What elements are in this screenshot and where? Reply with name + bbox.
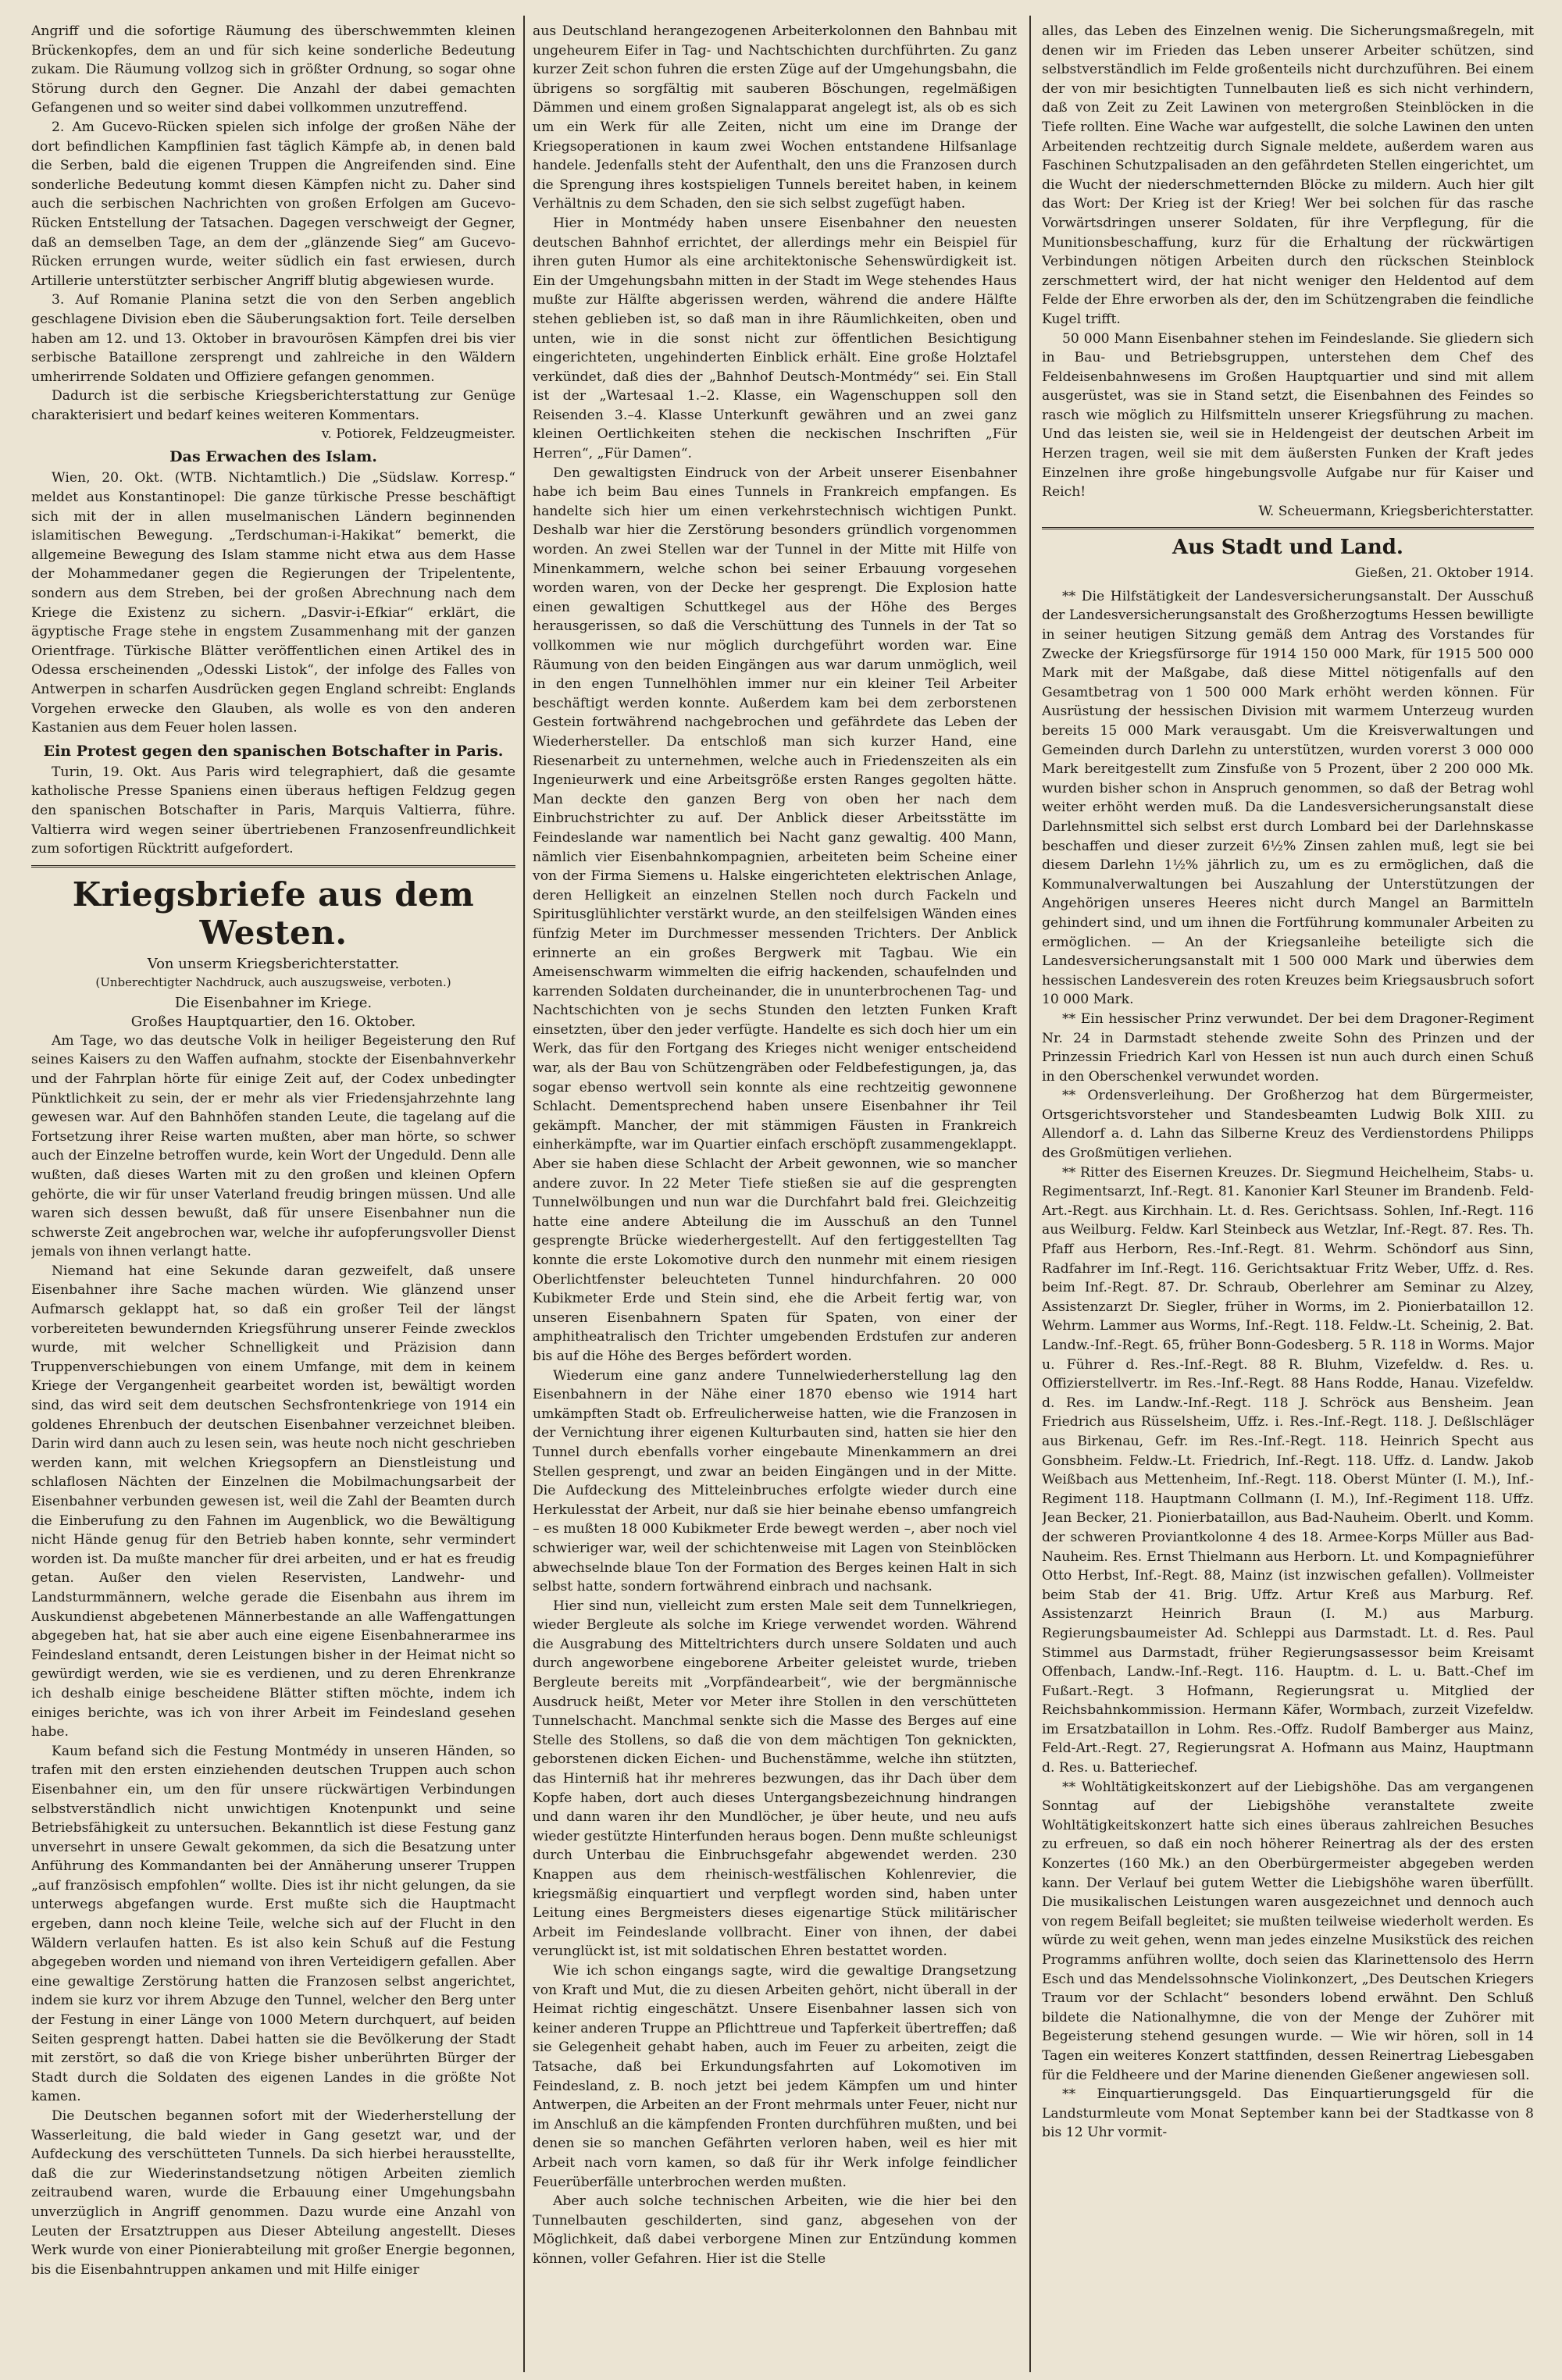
signature: v. Potiorek, Feldzeugmeister. bbox=[321, 426, 515, 443]
paragraph: Dadurch ist die serbische Kriegsberichterstattung zur Genüge charakterisiert und bedarf keines weiteren Kommentars. bbox=[31, 388, 515, 423]
divider bbox=[31, 865, 515, 868]
paragraph: Angriff und die sofortige Räumung des überschwemmten kleinen Brückenkopfes, dem an und für sich keine sonderliche Bedeutung zukam. Die Räumung vollzog sich in größter Ordnung, so sogar ohne Störung durch den Gegner. Die Anzahl der dabei gemachten Gefangenen und so weiter sind dabei vollkommen unzutreffend. bbox=[31, 23, 515, 116]
paragraph: Turin, 19. Okt. Aus Paris wird telegraphiert, daß die gesamte katholische Presse Spaniens einen überaus heftigen Feldzug gegen den spanischen Botschafter in Paris, Marquis Valtierra, führe. Valtierra wird wegen seiner übertriebenen Franzosenfreundlichkeit zum sofortigen Rücktritt aufgefordert. bbox=[31, 764, 515, 857]
column-1 bbox=[31, 22, 515, 2369]
paragraph: Niemand hat eine Sekunde daran gezweifelt, daß unsere Eisenbahner ihre Sache machen würden. Wie glänzend unser Aufmarsch geklappt hat, so daß ein großer Teil der längst vorbereiteten bewundernden Kriegsführung unserer Feinde zwecklos wurde, mit welcher Schnelligkeit und Präzision dann Truppenverschiebungen von einem Umfange, mit dem in keinem Kriege der Vergangenheit gearbeitet worden ist, bewältigt worden sind, das wird seit dem deutschen Sechsfrontenkriege von 1914 ein goldenes Ehrenbuch der deutschen Eisenbahner verzeichnet bleiben. Darin wird dann auch zu lesen sein, was heute noch nicht geschrieben werden kann, mit welchen Kriegsopfern an Dienstleistung und schlaflosen Nächten der Einzelnen die Mobilmachungsarbeit der Eisenbahner verbunden gewesen ist, weil die Zahl der Beamten durch die Einberufung zu den Fahnen im Augenblick, wo die Bewältigung nicht Hände genug für den Betrieb haben konnte, sehr vermindert worden ist. Da mußte mancher für drei arbeiten, und er hat es freudig getan. Außer den vielen Reservisten, Landwehr- und Landsturmmännern, welche gerade die Eisenbahn aus ihrem im Auskundienst abgebetenen Männerbestande an alle Waffengattungen abgegeben hat, hat sie aber auch eine eigene Eisenbahnerarmee ins Feindesland entsandt, deren Leistungen bisher in der Heimat nicht so gewürdigt werden, wie sie es verdienen, und zu deren Ehrenkranze ich deshalb einige bescheidene Blätter stiften möchte, indem ich einiges berichte, was ich von ihrer Arbeit im Feindesland gesehen habe. bbox=[31, 1263, 515, 1740]
column-rule bbox=[523, 16, 525, 2372]
article-heading: Ein Protest gegen den spanischen Botschafter in Paris. bbox=[43, 742, 504, 760]
paragraph: Den gewaltigsten Eindruck von der Arbeit unserer Eisenbahner habe ich beim Bau eines Tunnels in Frankreich empfangen. Es handelte sich hier um einen verkehrstechnisch wichtigen Punkt. Deshalb war hier die Zerstörung besonders gründlich vorgenommen worden. An zwei Stellen war der Tunnel in der Mitte mit Hilfe von Minenkammern, welche schon bei seiner Erbauung vorgesehen worden waren, von der Decke her gesprengt. Die Explosion hatte einen gewaltigen Schuttkegel aus der Höhe des Berges herausgerissen, so daß die Verschüttung des Tunnels in der Tat so vollkommen wie nur möglich durchgeführt worden war. Eine Räumung von den beiden Eingängen aus war darum unmöglich, weil in den engen Tunnelhöhlen immer nur ein kleiner Teil Arbeiter beschäftigt werden konnte. Außerdem kam bei dem zerborstenen Gestein fortwährend nachgebrochen und gefährdete das Leben der Wiederhersteller. Da entschloß man sich kurzer Hand, eine Riesenarbeit zu unternehmen, welche auch in Friedenszeiten als ein Ingenieurwerk und eine Arbeitsgröße ersten Ranges gegolten hätte. Man deckte den ganzen Berg von oben her nach dem Einbruchstrichter zu auf. Der Anblick dieser Arbeitsstätte im Feindeslande war namentlich bei Nacht ganz gewaltig. 400 Mann, nämlich vier Eisenbahnkompagnien, arbeiteten beim Scheine einer von der Firma Siemens u. Halske eingerichteten elektrischen Anlage, deren Helligkeit an einzelnen Stellen noch durch Fackeln und Spiritusglühlichter verstärkt wurde, an den steilfelsigen Wänden eines fünfzig Meter im Durchmesser messenden Trichters. Der Anblick erinnerte an ein großes Bergwerk mit Tagbau. Wie ein Ameisenschwarm wimmelten die eifrig hackenden, schaufelnden und karrenden Soldaten durcheinander, die in ununterbrochenen Tag- und Nachtschichten von je sechs Stunden den letzten Funken Kraft einsetzten, über den jeder verfügte. Handelte es sich doch hier um ein Werk, das für den Fortgang des Krieges nicht weniger entscheidend war, als der Bau von Schützengräben oder Feldbefestigungen, ja, das sogar ebenso wertvoll sein konnte als eine rechtzeitig gewonnene Schlacht. Dementsprechend haben unsere Eisenbahner ihr Teil gekämpft. Mancher, der mit stämmigen Fäusten in Frankreich einherkämpfte, war im Quartier einfach erschöpft zusammengeklappt. Aber sie haben diese Schlacht der Arbeit gewonnen, wie so mancher andere zuvor. In 22 Meter Tiefe stießen sie auf die gesprengten Tunnelwölbungen und nun war die Durchfahrt bald frei. Gleichzeitig hatte eine andere Abteilung die im Ausschuß an den Tunnel gesprengte Brücke wiederhergestellt. Auf den fertiggestellten Tag konnte die erste Lokomotive durch den nunmehr mit einem riesigen Oberlichtfenster beleuchteten Tunnel hindurchfahren. 20 000 Kubikmeter Erde und Stein sind, ehe die Arbeit fertig war, von unseren Eisenbahnern Spaten für Spaten, von einer der amphitheatralisch den Trichter umgebenden Erdstufen zur anderen bis auf die Höhe des Berges befördert worden. bbox=[533, 465, 1017, 1364]
paragraph: Am Tage, wo das deutsche Volk in heiliger Begeisterung den Ruf seines Kaisers zu den Waffen aufnahm, stockte der Eisenbahnverkehr und der Fahrplan hörte für einige Zeit auf, der Codex unbedingter Pünktlichkeit zu sein, der er mehr als vier Friedensjahrzehnte lang gewesen war. Auf den Bahnhöfen standen Leute, die tagelang auf die Fortsetzung ihrer Reise warten mußten, aber man hörte, so schwer auch der Einzelne betroffen wurde, kein Wort der Ungeduld. Denn alle wußten, daß dieses Warten mit zu den großen und kleinen Opfern gehörte, die wir für unser Vaterland freudig bringen müssen. Und alle waren sich dessen bewußt, daß für unsere Eisenbahner nun die schwerste Zeit angebrochen war, welche ihr aufopferungsvoller Dienst jemals von ihnen verlangt hatte. bbox=[31, 1032, 515, 1260]
paragraph: Kaum befand sich die Festung Montmédy in unseren Händen, so trafen mit den ersten einziehenden deutschen Truppen auch schon Eisenbahner ein, um den für unsere rückwärtigen Verbindungen selbstverständlich nicht unwichtigen Knotenpunkt und seine Betriebsfähigkeit zu untersuchen. Bekanntlich ist diese Festung ganz unversehrt in unsere Gewalt gekommen, da sich die Besatzung unter Anführung des Kommandanten bei der Annäherung unserer Truppen „auf französisch empfohlen“ wollte. Dies ist ihr nicht gelungen, da sie unterwegs abgefangen wurde. Erst mußte sich die Hauptmacht ergeben, dann noch kleine Teile, welche sich auf der Flucht in den Wäldern verlaufen hatten. Es ist also kein Schuß auf die Festung abgegeben worden und niemand von ihren Verteidigern gefallen. Aber eine gewaltige Zerstörung hatten die Franzosen selbst angerichtet, indem sie kurz vor ihrem Abzuge den Tunnel, welcher den Berg unter der Festung in einer Länge von 1000 Metern durchquert, auf beiden Seiten gesprengt hatten. Dabei hatten sie die Bevölkerung der Stadt mit zerstört, so daß die von Kriege bisher unberührten Bürger der Stadt durch die Soldaten des eigenen Landes in die größte Not kamen. bbox=[31, 1743, 515, 2105]
paragraph: Die Deutschen begannen sofort mit der Wiederherstellung der Wasserleitung, die bald wieder in Gang gesetzt war, und der Aufdeckung des verschütteten Tunnels. Da sich hierbei herausstellte, daß die zur Wiederinstandsetzung nötigen Arbeiten ziemlich zeitraubend waren, wurde die Erbauung einer Umgehungsbahn unverzüglich in Angriff genommen. Dazu wurde eine Anzahl von Leuten der Ersatztruppen aus Dieser Abteilung angestellt. Dieses Werk wurde von einer Pionierabteilung mit großer Energie begonnen, bis die Eisenbahntruppen ankamen und mit Hilfe einiger bbox=[31, 2108, 515, 2278]
feature-title: Kriegsbriefe aus dem Westen. bbox=[72, 875, 475, 952]
paragraph: Wien, 20. Okt. (WTB. Nichtamtlich.) Die „Südslaw. Korresp.“ meldet aus Konstantinopel: Die ganze türkische Presse beschäftigt sich mit der in allen muselmanischen Ländern beginnenden islamitischen Bewegung. „Terdschuman-i-Hakikat“ bemerkt, die allgemeine Bewegung des Islam stamme nicht etwa aus dem Hasse der Mohammedaner gegen die Regierungen der Tripelentente, sondern aus dem Streben, bei der großen Abrechnung nach dem Kriege die Existenz zu sichern. „Dasvir-i-Efkiar“ erklärt, die ägyptische Frage stehe in engstem Zusammenhang mit der ganzen Orientfrage. Türkische Blätter veröffentlichen einen Artikel des in Odessa erscheinenden „Odesski Listok“, der infolge des Falles von Antwerpen in scharfen Ausdrücken gegen England schreibt: Englands Vorgehen erwecke den Glauben, als wolle es von den anderen Kastanien aus dem Feuer holen lassen. bbox=[31, 470, 515, 736]
column-2 bbox=[533, 22, 1017, 2369]
dateline: Gießen, 21. Oktober 1914. bbox=[1354, 565, 1534, 581]
paragraph: 50 000 Mann Eisenbahner stehen im Feindeslande. Sie gliedern sich in Bau- und Betriebsgruppen, unterstehen dem Chef des Feldeisenbahnwesens im Großen Hauptquartier und sind mit allem ausgerüstet, was sie in Stand setzt, die Eisenbahnen des Feindes so rasch wie möglich zu Hilfsmitteln unserer Kriegsführung zu machen. Und das leisten sie, weil sie in Heldengeist der deutschen Arbeit im Herzen tragen, weil sie mit dem äußersten Funken der Kraft jedes Einzelnen ihre große hingebungsvolle Aufgabe nur für Kaiser und Reich! bbox=[1042, 330, 1534, 501]
paragraph: Hier sind nun, vielleicht zum ersten Male seit dem Tunnelkriegen, wieder Bergleute als solche im Kriege verwendet worden. Während die Ausgrabung des Mitteltrichters durch unsere Soldaten und auch durch angeworbene eingeborene Arbeiter geleistet wurde, trieben Bergleute bereits mit „Vorpfändearbeit“, wie der bergmännische Ausdruck heißt, Meter vor Meter ihre Stollen in den verschütteten Tunnelschacht. Manchmal senkte sich die Masse des Berges auf eine Stelle des Stollens, so daß die von dem mächtigen Ton geknickten, geborstenen dicken Eichen- und Buchenstämme, welche ihn stützten, das Hinterniß hat ihr mehreres bezwungen, das ihr Dach über dem Kopfe haben, dort auch dieses Untergangsbezeichnung hindrangen und dann waren ihr den Mundlöcher, je über heute, und neu aufs wieder gestützte Hinterfunden heraus bogen. Denn mußte schleunigst durch Unterbau die Einbruchsgefahr abgewendet werden. 230 Knappen aus dem rheinisch-westfälischen Kohlenrevier, die kriegsmäßig einquartiert und verpflegt worden sind, haben unter Leitung eines Bergmeisters dieses eigenartige Stück militärischer Arbeit im Feindeslande vollbracht. Einer von ihnen, der dabei verunglückt ist, ist mit soldatischen Ehren bestattet worden. bbox=[533, 1598, 1017, 1960]
feature-byline: Von unserm Kriegsberichterstatter. bbox=[147, 955, 400, 972]
paragraph: ** Wohltätigkeitskonzert auf der Liebigshöhe. Das am vergangenen Sonntag auf der Liebigshöhe veranstaltete zweite Wohltätigkeitskonzert hatte sich eines überaus zahlreichen Besuches zu erfreuen, so daß ein noch höherer Reinertrag als der des ersten Konzertes (160 Mk.) an den Oberbürgermeister abgegeben werden kann. Der Verlauf bei gutem Wetter die Liebigshöhe waren überfüllt. Die musikalischen Leistungen waren ausgezeichnet und dennoch auch von regem Beifall begleitet; sie mußten teilweise wiederholt werden. Es würde zu weit gehen, wenn man jedes einzelne Musikstück des reichen Programms anführen wollte, doch seien das Klarinettensolo des Herrn Esch und das Mendelssohnsche Violinkonzert, „Des Deutschen Kriegers Traum vor der Schlacht“ besonders lobend erwähnt. Den Schluß bildete die Nationalhymne, die von der Menge der Zuhörer mit Begeisterung stehend gesungen wurde. — Wie wir hören, soll in 14 Tagen ein weiteres Konzert stattfinden, dessen Reinertrag Liebesgaben für die Feldheere und der Marine dienenden Gießener angewiesen soll. bbox=[1042, 1779, 1534, 2083]
paragraph: ** Die Hilfstätigkeit der Landesversicherungsanstalt. Der Ausschuß der Landesversicherungsanstalt des Großherzogtums Hessen bewilligte in seiner heutigen Sitzung gemäß dem Antrag des Vorstandes für Zwecke der Kriegsfürsorge für 1914 150 000 Mark, für 1915 500 000 Mark mit der Maßgabe, daß diese Mittel nötigenfalls auf den Gesamtbetrag von 1 500 000 Mark erhöht werden können. Für Ausrüstung der hessischen Division mit warmem Unterzeug wurden bereits 15 000 Mark verausgabt. Um die Kreisverwaltungen und Gemeinden durch Darlehn zu unterstützen, wurden vorerst 3 000 000 Mark bereitgestellt zum Zinsfuße von 5 Prozent, über 2 200 000 Mk. wurden bisher schon in Anspruch genommen, so daß der Betrag wohl weiter erhöht werden muß. Da die Landesversicherungsanstalt diese Darlehnsmittel sich selbst erst durch Lombard bei der Darlehnskasse beschaffen und dieser zurzeit 6½% Zinsen zahlen muß, legt sie bei diesem Darlehn 1½% jährlich zu, um es zu ermöglichen, daß die Kommunalverwaltungen bei Auszahlung der Unterstützungen der Angehörigen unseres Heeres nicht durch Mangel an Barmitteln gehindert sind, und um ihnen die Fortführung kommunaler Arbeiten zu ermöglichen. — An der Kriegsanleihe beteiligte sich die Landesversicherungsanstalt mit 1 500 000 Mark und überwies dem hessischen Landesverein des roten Kreuzes beim Kriegsausbruch sofort 10 000 Mark. bbox=[1042, 588, 1534, 1008]
paragraph: alles, das Leben des Einzelnen wenig. Die Sicherungsmaßregeln, mit denen wir im Frieden das Leben unserer Arbeiter schützen, sind selbstverständlich im Felde großenteils nicht durchzuführen. Bei einem der von mir besichtigten Tunnelbauten ließ es sich nicht verhindern, daß von Zeit zu Zeit Lawinen von metergroßen Steinblöcken in die Tiefe rollten. Eine Wache war aufgestellt, die solche Lawinen den unten Arbeitenden rechtzeitig durch Signale meldete, außerdem waren aus Faschinen Schutzpalisaden an den gefährdeten Stellen eingerichtet, um die Wucht der niederschmetternden Blöcke zu mildern. Auch hier gilt das Wort: Der Krieg ist der Krieg! Wer bei solchen für das rasche Vorwärtsdringen unserer Soldaten, für ihre Verpflegung, für die Munitionsbeschaffung, kurz für die Erhaltung der rückwärtigen Verbindungen nötigen Arbeiten durch den rückschen Steinblock zerschmettert wird, der hat nicht weniger den Heldentod auf dem Felde der Ehre erworben als der, den im Schützengraben die feindliche Kugel trifft. bbox=[1042, 23, 1534, 327]
paragraph: Hier in Montmédy haben unsere Eisenbahner den neuesten deutschen Bahnhof errichtet, der allerdings mehr ein Beispiel für ihren guten Humor als eine architektonische Sehenswürdigkeit ist. Ein der Umgehungsbahn mitten in der Stadt im Wege stehendes Haus mußte zur Hälfte abgerissen werden, während die andere Hälfte stehen geblieben ist, so daß man in ihre Räumlichkeiten, oben und unten, wie in die sonst nicht zur öffentlichen Besichtigung eingerichteten, ungehinderten Einblick erhält. Eine große Holztafel verkündet, daß dies der „Bahnhof Deutsch-Montmédy“ sei. Ein Stall ist der „Wartesaal 1.–2. Klasse, ein Wagenschuppen soll den Reisenden 3.–4. Klasse Unterkunft gewähren und an zwei ganz kleinen Oertlichkeiten stehen die neckischen Inschriften „Für Herren“, „Für Damen“. bbox=[533, 215, 1017, 462]
paragraph: Wiederum eine ganz andere Tunnelwiederherstellung lag den Eisenbahnern in der Nähe einer 1870 ebenso wie 1914 hart umkämpften Stadt ob. Erfreulicherweise hatten, wie die Franzosen in der Vernichtung ihrer eigenen Kulturbauten sind, hatten sie hier den Tunnel durch ebenfalls vorher eingebaute Minenkammern an drei Stellen gesprengt, und zwar an beiden Eingängen und in der Mitte. Die Aufdeckung des Mitteleinbruches erfolgte wieder durch eine Herkulesstat der Arbeit, nur daß sie hier beinahe ebenso umfangreich – es mußten 18 000 Kubikmeter Erde bewegt werden –, aber noch viel schwieriger war, weil der schichtenweise mit Lagen von Steinblöcken abwechselnde blaue Ton der Formation des Berges keinen Halt in sich selbst hatte, sondern fortwährend einbrach und nachsank. bbox=[533, 1367, 1017, 1595]
paragraph: ** Ritter des Eisernen Kreuzes. Dr. Siegmund Heichelheim, Stabs- u. Regimentsarzt, Inf.-Regt. 81. Kanonier Karl Steuner im Brandenb. Feld-Art.-Regt. aus Kirchhain. Lt. d. Res. Gerichtsass. Sohlen, Inf.-Regt. 116 aus Weilburg. Feldw. Karl Steinbeck aus Wetzlar, Inf.-Regt. 87. Res. Th. Pfaff aus Herborn, Res.-Inf.-Regt. 81. Wehrm. Schöndorf aus Sinn, Radfahrer im Inf.-Regt. 116. Gerichtsaktuar Fritz Weber, Uffz. d. Res. beim Inf.-Regt. 87. Dr. Schraub, Oberlehrer am Seminar zu Alzey, Assistenzarzt Dr. Siegler, früher in Worms, im 2. Pionierbataillon 12. Wehrm. Lammer aus Worms, Inf.-Regt. 118. Feldw.-Lt. Scheinig, 2. Bat. Landw.-Inf.-Regt. 65, früher Bonn-Godesberg. 5 R. 118 in Worms. Major u. Führer d. Res.-Inf.-Regt. 88 R. Bluhm, Vizefeldw. d. Res. u. Offizierstellvertr. im Res.-Inf.-Regt. 88 Hans Rodde, Hanau. Vizefeldw. d. Res. im Landw.-Inf.-Regt. 118 J. Schröck aus Bensheim. Jean Friedrich aus Rüsselsheim, Uffz. i. Res.-Inf.-Regt. 118. J. Deßlschläger aus Birkenau, Gefr. im Res.-Inf.-Regt. 118. Heinrich Specht aus Gonsbheim. Feldw.-Lt. Friedrich, Inf.-Regt. 118. Uffz. d. Landw. Jakob Weißbach aus Mettenheim, Inf.-Regt. 118. Oberst Münter (I. M.), Inf.-Regiment 118. Hauptmann Collmann (I. M.), Inf.-Regiment 118. Uffz. Jean Becker, 21. Pionierbataillon, aus Bad-Nauheim. Oberlt. und Komm. der schweren Proviantkolonne 4 des 18. Armee-Korps Müller aus Bad-Nauheim. Res. Ernst Thielmann aus Herborn. Lt. und Kompagnieführer Otto Herbst, Inf.-Regt. 88, Mainz (ist inzwischen gefallen). Vollmeister beim Stab der 41. Brig. Uffz. Artur Kreß aus Marburg. Ref. Assistenzarzt Heinrich Braun (I. M.) aus Marburg. Regierungsbaumeister Ad. Schleppi aus Darmstadt. Lt. d. Res. Paul Stimmel aus Darmstadt, früher Regierungsassessor beim Kreisamt Offenbach, Landw.-Inf.-Regt. 116. Hauptm. d. L. u. Batt.-Chef im Fußart.-Regt. 3 Hofmann, Regierungsrat u. Mitglied der Reichsbahnkommission. Hermann Käfer, Wormbach, zurzeit Vizefeldw. im Ersatzbataillon in Lohm. Res.-Offz. Rudolf Bamberger aus Mainz, Feld-Art.-Regt. 27, Regierungsrat A. Hofmann aus Mainz, Hauptmann d. Res. u. Batteriechef. bbox=[1042, 1164, 1534, 1776]
article-heading: Das Erwachen des Islam. bbox=[169, 448, 377, 466]
paragraph: ** Ordensverleihung. Der Großherzog hat dem Bürgermeister, Ortsgerichtsvorsteher und Standesbeamten Ludwig Bolk XIII. zu Allendorf a. d. Lahn das Silberne Kreuz des Verdienstordens Philipps des Großmütigen verliehen. bbox=[1042, 1088, 1534, 1162]
divider bbox=[1042, 527, 1534, 529]
paragraph: aus Deutschland herangezogenen Arbeiterkolonnen den Bahnbau mit ungeheurem Eifer in Tag- und Nachtschichten durchführten. Zu ganz kurzer Zeit schon fuhren die ersten Züge auf der Umgehungsbahn, die übrigens so sorgfältig mit sauberen Böschungen, regelmäßigen Dämmen und einem großen Signalapparat angelegt ist, als ob es sich um ein Werk für alle Zeiten, nicht um eine im Drange der Kriegsoperationen in kaum zwei Wochen entstandene Hilfsanlage handele. Jedenfalls steht der Aufenthalt, den uns die Franzosen durch die Sprengung ihres kostspieligen Tunnels bereitet haben, in keinem Verhältnis zu dem Schaden, den sie sich selbst zugefügt haben. bbox=[533, 23, 1017, 212]
column-rule bbox=[1029, 16, 1031, 2372]
paragraph: ** Ein hessischer Prinz verwundet. Der bei dem Dragoner-Regiment Nr. 24 in Darmstadt stehende zweite Sohn des Prinzen und der Prinzessin Friedrich Karl von Hessen ist nun auch durch einen Schuß in den Oberschenkel verwundet worden. bbox=[1042, 1010, 1534, 1085]
feature-subtitle: Die Eisenbahner im Kriege. bbox=[174, 994, 373, 1011]
paragraph: Wie ich schon eingangs sagte, wird die gewaltige Drangsetzung von Kraft und Mut, die zu diesen Arbeiten gehört, nicht überall in der Heimat richtig eingeschätzt. Unsere Eisenbahner lassen sich von keiner anderen Truppe an Pflichttreue und Tapferkeit übertreffen; daß sie Gelegenheit gehabt haben, auch im Feuer zu arbeiten, zeigt die Tatsache, daß bei Erkundungsfahrten auf Lokomotiven im Feindesland, z. B. noch jetzt bei jedem Kämpfen um und hinter Antwerpen, die Arbeiten an der Front mehrmals unter Feuer, nicht nur im Anschluß an die kämpfenden Fronten durchführen mußten, und bei denen sie so manchen Gefährten verloren haben, weil es hier mit Arbeit nach vorn kamen, so daß für ihr Werk infolge feindlicher Feuerüberfälle unterbrochen werden mußten. bbox=[533, 1962, 1017, 2190]
dateline: Großes Hauptquartier, den 16. Oktober. bbox=[130, 1013, 416, 1030]
signature: W. Scheuermann, Kriegsberichterstatter. bbox=[1258, 503, 1534, 519]
paragraph: Aber auch solche technischen Arbeiten, wie die hier bei den Tunnelbauten geschilderten, sind ganz, abgesehen von der Möglichkeit, daß dabei verborgene Minen zur Entzündung kommen können, voller Gefahren. Hier ist die Stelle bbox=[533, 2193, 1017, 2267]
section-heading: Aus Stadt und Land. bbox=[1172, 535, 1403, 559]
paragraph: ** Einquartierungsgeld. Das Einquartierungsgeld für die Landsturmleute vom Monat September kann bei der Stadtkasse von 8 bis 12 Uhr vormit- bbox=[1042, 2086, 1534, 2141]
paragraph: 3. Auf Romanie Planina setzt die von den Serben angeblich geschlagene Division eben die Säuberungsaktion fort. Teile derselben haben am 12. und 13. Oktober in bravourösen Kämpfen drei bis vier serbische Bataillone zersprengt und zahlreiche in den Wäldern umherirrende Soldaten und Offiziere gefangen genommen. bbox=[31, 292, 515, 385]
column-3 bbox=[1042, 22, 1534, 2369]
reprint-note: (Unberechtigter Nachdruck, auch auszugsweise, verboten.) bbox=[95, 974, 451, 989]
paragraph: 2. Am Gucevo-Rücken spielen sich infolge der großen Nähe der dort befindlichen Kampflinien fast täglich Kämpfe ab, in denen bald die Serben, bald die eigenen Truppen die Angreifenden sind. Eine sonderliche Bedeutung kommt diesen Kämpfen nicht zu. Daher sind auch die serbischen Nachrichten von großen Erfolgen am Gucevo-Rücken Entstellung der Tatsachen. Dagegen verschweigt der Gegner, daß an demselben Tage, an dem der „glänzende Sieg“ am Gucevo-Rücken errungen wurde, weiter südlich ein fast erwiesen, durch Artillerie unterstützter serbischer Angriff blutig abgewiesen wurde. bbox=[31, 119, 515, 289]
